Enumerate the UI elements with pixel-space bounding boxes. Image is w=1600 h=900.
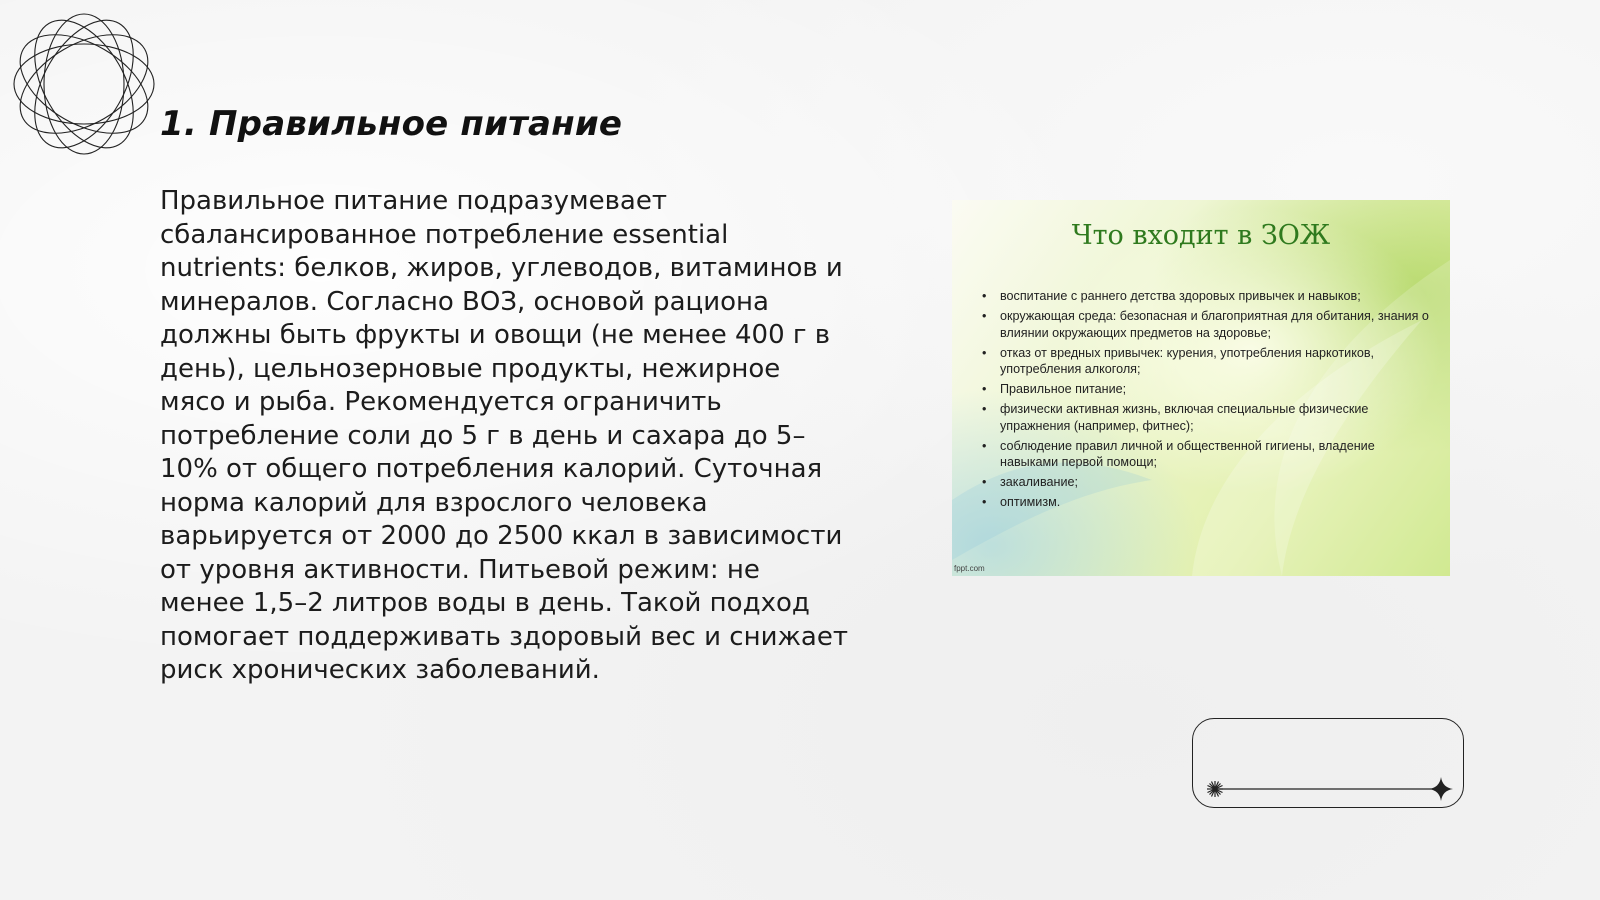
embedded-slide-list — [980, 288, 1430, 514]
list-item: • физически активная жизнь, включая специальные физические упражнения (например, фитнес); — [980, 401, 1430, 434]
list-item: • закаливание; — [980, 474, 1430, 491]
list-item: • Правильное питание; — [980, 381, 1430, 398]
four-point-star-icon — [1429, 777, 1453, 801]
embedded-slide-footer: fppt.com — [954, 564, 985, 573]
line-decoration — [1193, 719, 1465, 809]
list-item: • воспитание с раннего детства здоровых привычек и навыков; — [980, 288, 1430, 305]
list-item: • оптимизм. — [980, 494, 1430, 511]
embedded-slide-title: Что входит в ЗОЖ — [1071, 220, 1331, 251]
list-item: • соблюдение правил личной и общественной гигиены, владение навыками первой помощи; — [980, 438, 1430, 471]
sparkle-star-icon — [1207, 781, 1223, 797]
list-item: • отказ от вредных привычек: курения, употребления наркотиков, употребления алкоголя; — [980, 345, 1430, 378]
decorative-line-box — [1192, 718, 1464, 808]
slide-body-text: Правильное питание подразумевает сбалансированное потребление essential nutrients: белков, жиров, углеводов, витаминов и минералов. Согласно ВОЗ, основой рациона должны быть фрукты и овощи (не менее 400 г в день), цельнозерновые продукты, нежирное мясо и рыба. Рекомендуется ограничить потребление соли до 5 г в день и сахара до 5–10% от общего потребления калорий. Суточная норма калорий для взрослого человека варьируется от 2000 до 2500 ккал в зависимости от уровня активности. Питьевой режим: не менее 1,5–2 литров воды в день. Такой подход помогает поддерживать здоровый вес и снижает риск хронических заболеваний. — [160, 186, 848, 685]
interlaced-circles-ornament-icon — [10, 10, 158, 158]
list-item: • окружающая среда: безопасная и благоприятная для обитания, знания о влиянии окружающих предметов на здоровье; — [980, 308, 1430, 341]
embedded-slide-image — [952, 200, 1450, 576]
slide-title: 1. Правильное питание — [160, 104, 623, 144]
